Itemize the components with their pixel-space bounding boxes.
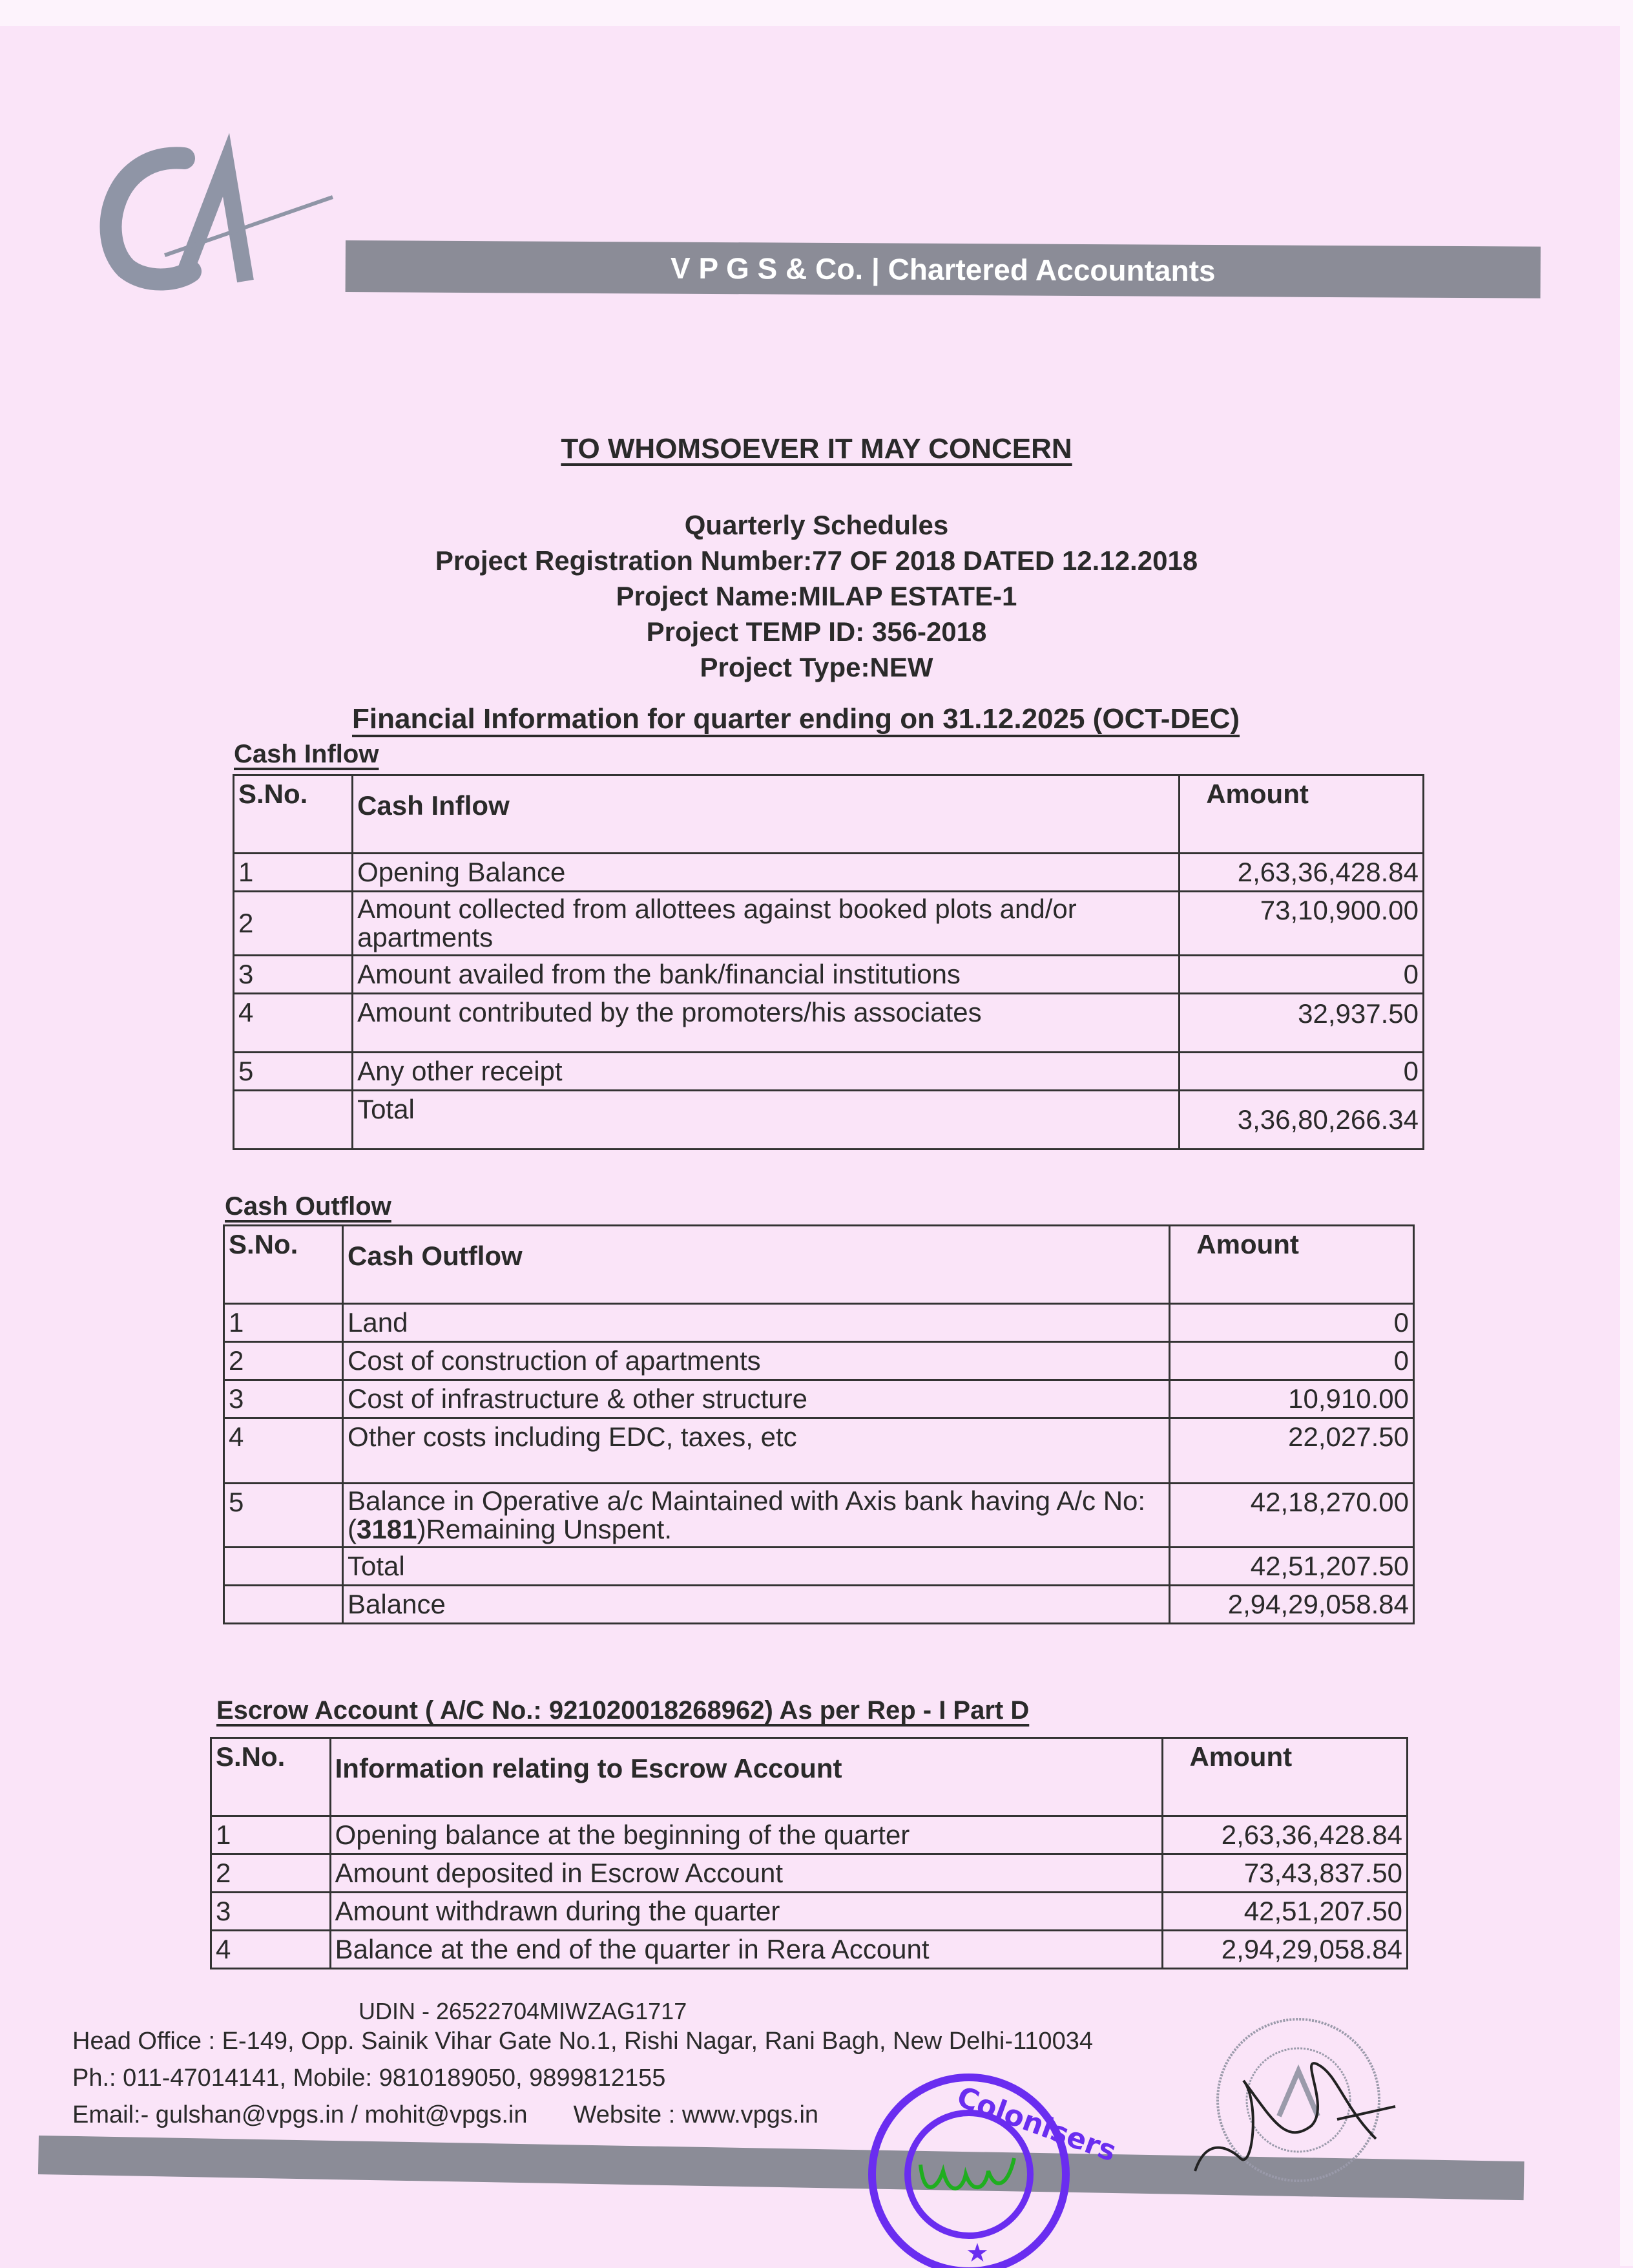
cell-amount: 42,18,270.00 <box>1170 1484 1414 1548</box>
header-amount: Amount <box>1163 1738 1408 1816</box>
header-sno: S.No. <box>211 1738 331 1816</box>
cell-amount: 0 <box>1180 956 1424 994</box>
table-header-row <box>234 775 1424 854</box>
header-desc: Cash Outflow <box>343 1226 1170 1304</box>
firm-header-band <box>346 240 1541 299</box>
table-header-row <box>211 1738 1408 1816</box>
cell-desc: Other costs including EDC, taxes, etc <box>343 1418 1170 1484</box>
table-row <box>224 1418 1414 1484</box>
svg-text:★: ★ <box>966 2238 989 2268</box>
document-title <box>0 433 1633 465</box>
table-row <box>224 1342 1414 1380</box>
email-text: Email:- gulshan@vpgs.in / mohit@vpgs.in <box>72 2101 528 2128</box>
cell-amount: 0 <box>1180 1053 1424 1091</box>
cell-amount: 10,910.00 <box>1170 1380 1414 1418</box>
cell-desc: Land <box>343 1304 1170 1342</box>
cash-inflow-table <box>233 774 1424 1150</box>
cell-amount: 0 <box>1170 1304 1414 1342</box>
table-balance-row <box>224 1586 1414 1624</box>
quarterly-schedules: Quarterly Schedules <box>684 510 949 540</box>
cell-sno: 4 <box>211 1931 331 1969</box>
table-row <box>234 1053 1424 1091</box>
scan-edge <box>1620 0 1633 2266</box>
cell-sno: 3 <box>211 1893 331 1931</box>
table-row <box>224 1484 1414 1548</box>
website-text: Website : www.vpgs.in <box>573 2101 819 2128</box>
header-desc: Cash Inflow <box>353 775 1180 854</box>
cell-desc <box>343 1484 1170 1548</box>
cell-desc: Amount collected from allottees against booked plots and/or apartments <box>353 892 1180 956</box>
cell-desc: Amount availed from the bank/financial institutions <box>353 956 1180 994</box>
cell-sno: 1 <box>211 1816 331 1854</box>
table-total-row <box>234 1091 1424 1150</box>
cell-desc: Amount contributed by the promoters/his associates <box>353 994 1180 1053</box>
scan-edge <box>0 0 1633 26</box>
cell-amount: 42,51,207.50 <box>1170 1548 1414 1586</box>
cell-amount: 73,10,900.00 <box>1180 892 1424 956</box>
cell-desc: Balance <box>343 1586 1170 1624</box>
head-office-address: Head Office : E-149, Opp. Sainik Vihar Gate No.1, Rishi Nagar, Rani Bagh, New Delhi-110034 <box>72 2028 1093 2055</box>
escrow-label: Escrow Account ( A/C No.: 921020018268962) As per Rep - I Part D <box>216 1696 1030 1725</box>
cell-desc: Cost of infrastructure & other structure <box>343 1380 1170 1418</box>
cell-amount: 2,63,36,428.84 <box>1180 854 1424 892</box>
financial-heading: Financial Information for quarter ending on 31.12.2025 (OCT-DEC) <box>352 703 1240 735</box>
cell-sno <box>224 1586 343 1624</box>
cell-amount: 0 <box>1170 1342 1414 1380</box>
cell-amount: 2,94,29,058.84 <box>1163 1931 1408 1969</box>
table-row <box>234 956 1424 994</box>
cell-sno: 1 <box>224 1304 343 1342</box>
cell-amount: 3,36,80,266.34 <box>1180 1091 1424 1150</box>
desc-text: )Remaining Unspent. <box>417 1514 672 1544</box>
cell-desc: Amount withdrawn during the quarter <box>330 1893 1163 1931</box>
cell-amount: 22,027.50 <box>1170 1418 1414 1484</box>
firm-name: V P G S & Co. | Chartered Accountants <box>670 251 1216 288</box>
cell-sno <box>234 1091 353 1150</box>
table-row <box>211 1816 1408 1854</box>
table-row <box>211 1854 1408 1893</box>
company-stamp-icon <box>859 2061 1121 2268</box>
table-row <box>211 1931 1408 1969</box>
cell-amount: 32,937.50 <box>1180 994 1424 1053</box>
project-type: Project Type:NEW <box>700 652 933 682</box>
header-desc: Information relating to Escrow Account <box>330 1738 1163 1816</box>
project-meta <box>0 507 1633 685</box>
contact-line <box>72 2101 818 2129</box>
svg-text:Colonisers: Colonisers <box>952 2080 1121 2168</box>
cell-desc: Any other receipt <box>353 1053 1180 1091</box>
cell-sno: 4 <box>224 1418 343 1484</box>
header-sno: S.No. <box>234 775 353 854</box>
ca-firm-stamp-icon <box>1182 2003 1415 2197</box>
udin-number: UDIN - 26522704MIWZAG1717 <box>359 1998 687 2024</box>
table-total-row <box>224 1548 1414 1586</box>
cell-desc: Cost of construction of apartments <box>343 1342 1170 1380</box>
table-row <box>234 854 1424 892</box>
cell-sno: 3 <box>224 1380 343 1418</box>
cell-sno: 5 <box>234 1053 353 1091</box>
phone-numbers: Ph.: 011-47014141, Mobile: 9810189050, 9899812155 <box>72 2064 666 2092</box>
cell-desc: Opening Balance <box>353 854 1180 892</box>
table-row <box>224 1380 1414 1418</box>
escrow-table <box>210 1737 1408 1969</box>
cell-sno: 5 <box>224 1484 343 1548</box>
cell-sno <box>224 1548 343 1586</box>
table-row <box>211 1893 1408 1931</box>
project-name: Project Name:MILAP ESTATE-1 <box>616 581 1017 611</box>
cell-sno: 2 <box>211 1854 331 1893</box>
cell-amount: 73,43,837.50 <box>1163 1854 1408 1893</box>
desc-text: Balance in Operative a/c Maintained with Axis bank having A/c No:( <box>348 1486 1146 1544</box>
project-registration: Project Registration Number:77 OF 2018 DATED 12.12.2018 <box>435 545 1198 576</box>
table-row <box>224 1304 1414 1342</box>
cell-desc: Total <box>343 1548 1170 1586</box>
account-number: 3181 <box>357 1514 417 1544</box>
project-temp-id: Project TEMP ID: 356-2018 <box>646 616 987 647</box>
cell-sno: 4 <box>234 994 353 1053</box>
table-row <box>234 994 1424 1053</box>
cash-outflow-table <box>223 1224 1415 1624</box>
cash-inflow-label: Cash Inflow <box>234 740 379 768</box>
title-text: TO WHOMSOEVER IT MAY CONCERN <box>561 433 1072 465</box>
cell-desc: Opening balance at the beginning of the quarter <box>330 1816 1163 1854</box>
cell-sno: 3 <box>234 956 353 994</box>
cash-outflow-label: Cash Outflow <box>225 1192 391 1221</box>
cell-amount: 2,94,29,058.84 <box>1170 1586 1414 1624</box>
cell-amount: 42,51,207.50 <box>1163 1893 1408 1931</box>
cell-amount: 2,63,36,428.84 <box>1163 1816 1408 1854</box>
table-row <box>234 892 1424 956</box>
cell-desc: Amount deposited in Escrow Account <box>330 1854 1163 1893</box>
header-amount: Amount <box>1180 775 1424 854</box>
cell-desc: Total <box>353 1091 1180 1150</box>
ca-logo-icon <box>87 145 333 288</box>
cell-sno: 2 <box>224 1342 343 1380</box>
cell-sno: 1 <box>234 854 353 892</box>
cell-sno: 2 <box>234 892 353 956</box>
header-sno: S.No. <box>224 1226 343 1304</box>
table-header-row <box>224 1226 1414 1304</box>
cell-desc: Balance at the end of the quarter in Rera Account <box>330 1931 1163 1969</box>
header-amount: Amount <box>1170 1226 1414 1304</box>
